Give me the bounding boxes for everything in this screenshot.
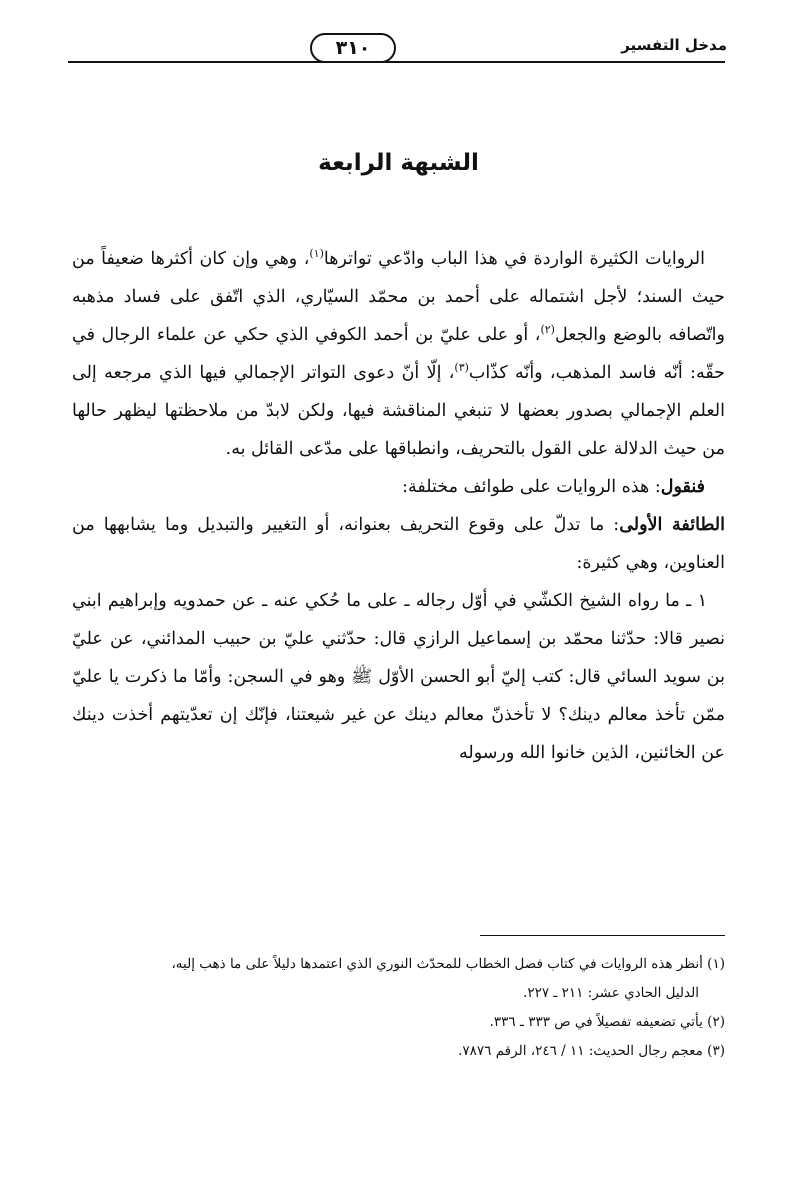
paragraph: الطائفة الأولى: ما تدلّ على وقوع التحريف بعنوانه، أو التغيير والتبديل وما يشابهها من العناوين، وهي كثيرة: xyxy=(72,515,725,573)
footnote-rule xyxy=(480,935,725,936)
footnote: (٢) يأتي تضعيفه تفصيلاً في ص ٣٣٣ ـ ٣٣٦. xyxy=(489,1014,725,1030)
section-title: الشبهة الرابعة xyxy=(318,150,479,176)
footnote-ref[interactable]: (٢) xyxy=(540,323,555,337)
item-number: ١ xyxy=(697,591,707,611)
header-rule xyxy=(68,61,725,63)
footnote-ref[interactable]: (١) xyxy=(309,247,324,261)
paragraph-lead: فنقول xyxy=(660,477,705,497)
running-title: مدخل التفسير xyxy=(621,36,727,54)
footnote-ref[interactable]: (٣) xyxy=(454,361,469,375)
paragraph-lead: الطائفة الأولى xyxy=(619,515,725,535)
paragraph: الروايات الكثيرة الواردة في هذا الباب وادّعي تواترها$^{(١)}$، وهي وإن كان أكثرها ضعيفاً من حيث السند؛ لأجل اشتماله على أحمد بن محمّد السيّاري، الذي اتّفق على فساد مذهبه واتّصافه بالوضع والجعل$^{(٢)}$، أو على عليّ بن أحمد الكوفي الذي حكي عن علماء الرجال في حقّه: أنّه فاسد المذهب، وأنّه كذّاب$^{(٣)}$، إلّا أنّ دعوى التواتر الإجمالي فيها الذي مرجعه إلى العلم الإجمالي بصدور بعضها لا تنبغي المناقشة فيها، ولكن لابدّ من ملاحظتها ليظهر حالها من حيث الدلالة على القول بالتحريف، وانطباقها على مدّعى القائل به. xyxy=(72,247,725,459)
paragraph: فنقول: هذه الروايات على طوائف مختلفة: xyxy=(402,477,705,497)
footnote-number: (٣) xyxy=(707,1043,725,1059)
footnote: (١) أنظر هذه الروايات في كتاب فصل الخطاب للمحدّث النوري الذي اعتمدها دليلاً على ما ذهب إليه، xyxy=(171,956,725,972)
page-number: ٣١٠ xyxy=(310,33,396,63)
footnotes xyxy=(72,950,725,1066)
footnote: (٣) معجم رجال الحديث: ١١ / ٢٤٦، الرقم ٧٨٧٦. xyxy=(458,1043,725,1059)
footnote-number: (١) xyxy=(707,956,725,972)
footnote-number: (٢) xyxy=(707,1014,725,1030)
footnote-continuation: الدليل الحادي عشر: ٢١١ ـ ٢٢٧. xyxy=(523,985,699,1001)
body-text xyxy=(72,240,725,772)
paragraph: ١ ـ ما رواه الشيخ الكشّي في أوّل رجاله ـ على ما حُكي عنه ـ عن حمدويه وإبراهيم ابني نصير قالا: حدّثنا محمّد بن إسماعيل الرازي قال: حدّثني عليّ بن حبيب المدائني، عن عليّ بن سويد السائي قال: كتب إليّ أبو الحسن الأوّل ﷺ وهو في السجن: وأمّا ما ذكرت يا عليّ ممّن تأخذ معالم دينك؟ لا تأخذنّ معالم دينك عن غير شيعتنا، فإنّك إن تعدّيتهم أخذت دينك عن الخائنين، الذين خانوا الله ورسوله xyxy=(72,582,725,772)
